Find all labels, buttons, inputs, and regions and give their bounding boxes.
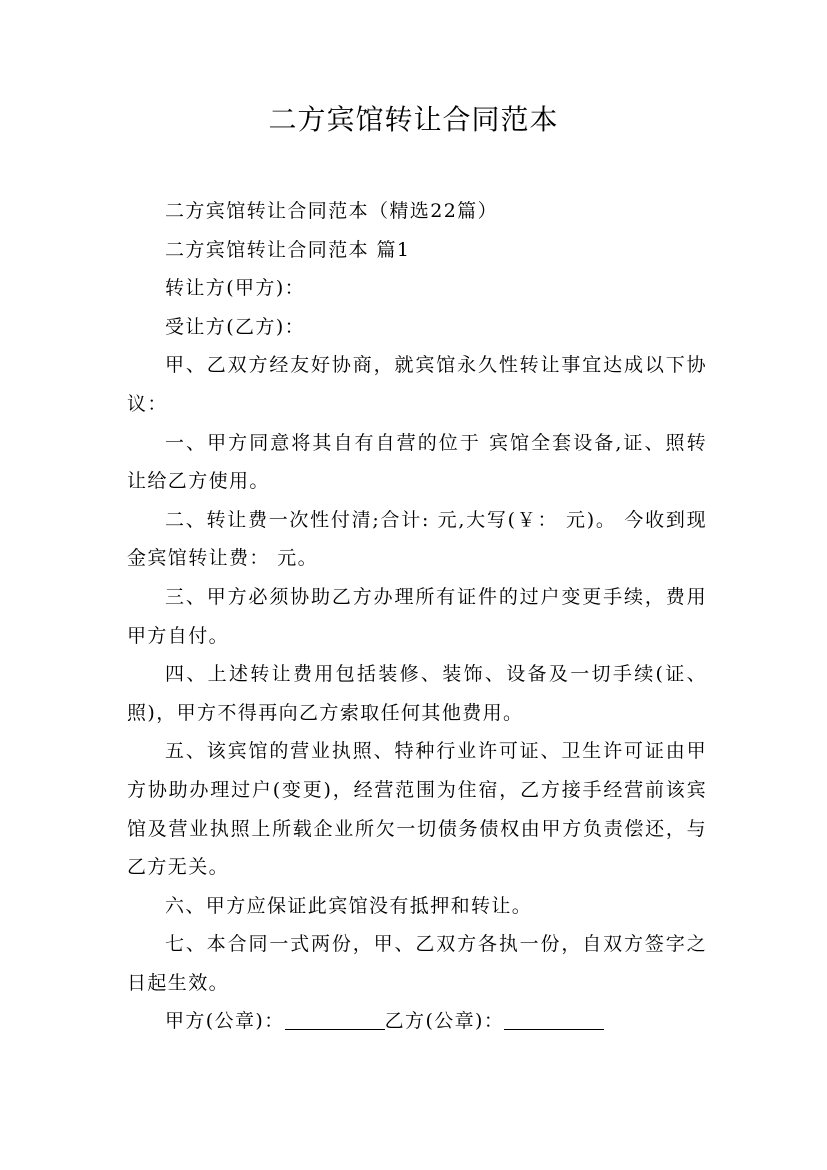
paragraph-clause-7: 七、本合同一式两份，甲、乙双方各执一份，自双方签字之日起生效。 bbox=[127, 933, 707, 994]
paragraph-collection-heading: 二方宾馆转让合同范本（精选22篇） bbox=[165, 200, 498, 222]
paragraph-preamble: 甲、乙双方经友好协商，就宾馆永久性转让事宜达成以下协议： bbox=[127, 354, 707, 415]
document-title: 二方宾馆转让合同范本 bbox=[268, 103, 559, 136]
paragraph-clause-2: 二、转让费一次性付清;合计: 元,大写(￥： 元)。 今收到现金宾馆转让费： 元。 bbox=[127, 508, 707, 570]
document-body bbox=[127, 192, 707, 1041]
party-a-signature-blank bbox=[285, 1028, 385, 1030]
paragraph-clause-6: 六、甲方应保证此宾馆没有抵押和转让。 bbox=[165, 894, 533, 917]
paragraph-clause-3: 三、甲方必须协助乙方办理所有证件的过户变更手续，费用甲方自付。 bbox=[127, 585, 707, 647]
paragraph-clause-4: 四、上述转让费用包括装修、装饰、设备及一切手续(证、照)，甲方不得再向乙方索取任何其他费用。 bbox=[127, 663, 707, 724]
paragraph-transferor: 转让方(甲方)： bbox=[165, 277, 306, 300]
party-b-signature-blank bbox=[504, 1028, 604, 1030]
party-a-seal-label: 甲方(公章)： bbox=[165, 1010, 285, 1033]
paragraph-clause-5: 五、该宾馆的营业执照、特种行业许可证、卫生许可证由甲方协助办理过户(变更)，经营范围为住宿，乙方接手经营前该宾馆及营业执照上所载企业所欠一切债务债权由甲方负责偿还，与乙方无关。 bbox=[127, 740, 707, 879]
signature-line bbox=[127, 1002, 707, 1041]
paragraph-clause-1: 一、甲方同意将其自有自营的位于 宾馆全套设备,证、照转让给乙方使用。 bbox=[127, 431, 707, 493]
party-b-seal-label: 乙方(公章)： bbox=[384, 1010, 505, 1033]
paragraph-transferee: 受让方(乙方)： bbox=[165, 315, 306, 338]
paragraph-article-heading: 二方宾馆转让合同范本 篇1 bbox=[165, 238, 411, 261]
